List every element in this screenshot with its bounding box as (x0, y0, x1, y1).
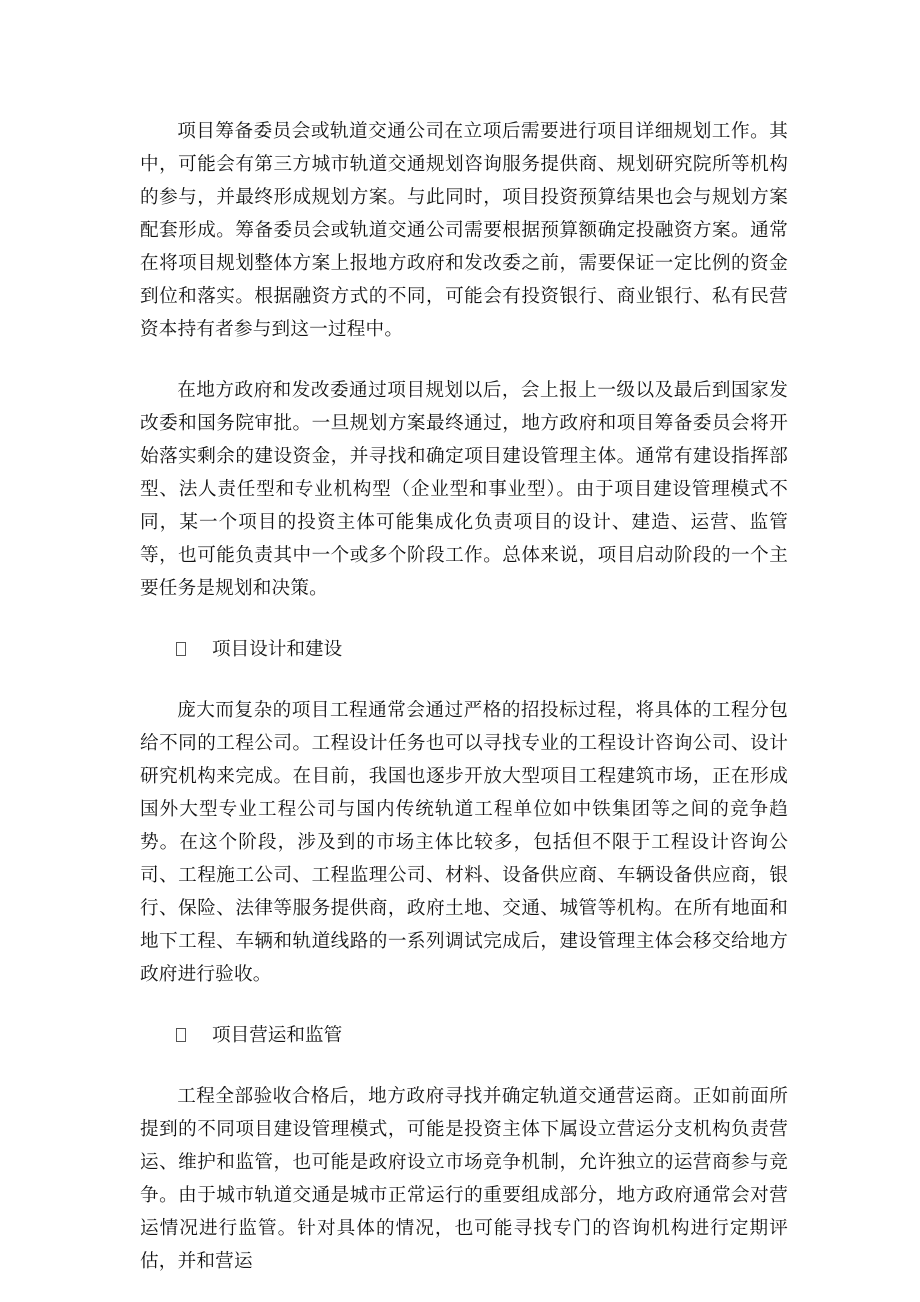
paragraph-approval: 在地方政府和发改委通过项目规划以后，会上报上一级以及最后到国家发改委和国务院审批。一旦规划方案最终通过，地方政府和项目筹备委员会将开始落实剩余的建设资金，并寻找和确定项目建设管理主体。通常有建设指挥部型、法人责任型和专业机构型（企业型和事业型）。由于项目建设管理模式不同，某一个项目的投资主体可能集成化负责项目的设计、建造、运营、监管等，也可能负责其中一个或多个阶段工作。总体来说，项目启动阶段的一个主要任务是规划和决策。 (140, 380, 788, 599)
paragraph-construction: 庞大而复杂的项目工程通常会通过严格的招投标过程，将具体的工程分包给不同的工程公司。工程设计任务也可以寻找专业的工程设计咨询公司、设计研究机构来完成。在目前，我国也逐步开放大型项目工程建筑市场，正在形成国外大型专业工程公司与国内传统轨道工程单位如中铁集团等之间的竞争趋势。在这个阶段，涉及到的市场主体比较多，包括但不限于工程设计咨询公司、工程施工公司、工程监理公司、材料、设备供应商、车辆设备供应商，银行、保险、法律等服务提供商，政府土地、交通、城管等机构。在所有地面和地下工程、车辆和轨道线路的一系列调试完成后，建设管理主体会移交给地方政府进行验收。 (140, 700, 788, 985)
paragraph-gap (140, 346, 788, 374)
paragraph-gap (140, 605, 788, 633)
paragraph-gap (140, 666, 788, 694)
paragraph-gap (140, 991, 788, 1019)
section-heading-text: 项目营运和监管 (212, 1025, 343, 1046)
paragraph-operation: 工程全部验收合格后，地方政府寻找并确定轨道交通营运商。正如前面所提到的不同项目建设管理模式，可能是投资主体下属设立营运分支机构负责营运、维护和监管，也可能是政府设立市场竞争机制，允许独立的运营商参与竞争。由于城市轨道交通是城市正常运行的重要组成部分，地方政府通常会对营运情况进行监管。针对具体的情况，也可能寻找专门的咨询机构进行定期评估，并和营运 (140, 1086, 788, 1272)
section-heading-operation (140, 1019, 788, 1052)
bullet-icon (176, 642, 186, 656)
paragraph-planning: 项目筹备委员会或轨道交通公司在立项后需要进行项目详细规划工作。其中，可能会有第三方城市轨道交通规划咨询服务提供商、规划研究院所等机构的参与，并最终形成规划方案。与此同时，项目投资预算结果也会与规划方案配套形成。筹备委员会或轨道交通公司需要根据预算额确定投融资方案。通常在将项目规划整体方案上报地方政府和发改委之前，需要保证一定比例的资金到位和落实。根据融资方式的不同，可能会有投资银行、商业银行、私有民营资本持有者参与到这一过程中。 (140, 121, 788, 340)
section-heading-design (140, 633, 788, 666)
paragraph-gap (140, 1052, 788, 1080)
bullet-icon (176, 1028, 186, 1042)
section-heading-text: 项目设计和建设 (212, 639, 343, 660)
